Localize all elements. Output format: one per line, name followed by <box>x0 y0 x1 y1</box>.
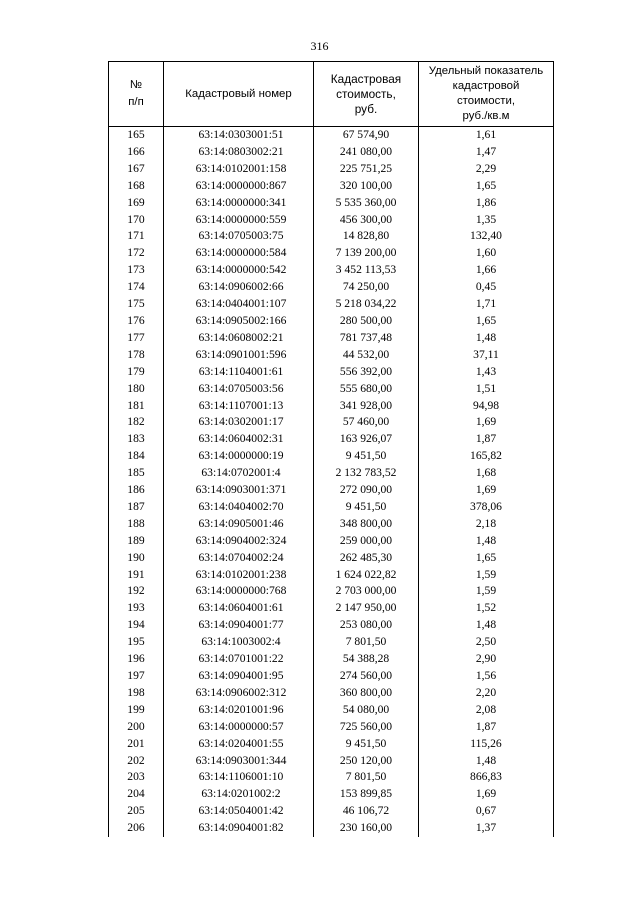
cell-cadastral-cost: 54 388,28 <box>314 651 419 668</box>
cell-cadastral-cost: 456 300,00 <box>314 212 419 229</box>
cell-specific-indicator: 378,06 <box>419 499 554 516</box>
cell-specific-indicator: 0,45 <box>419 279 554 296</box>
cell-cadastral-number: 63:14:0000000:584 <box>164 245 314 262</box>
header-specific-line4: руб./кв.м <box>462 110 510 122</box>
table-row <box>109 583 554 600</box>
cell-cadastral-cost: 9 451,50 <box>314 499 419 516</box>
cell-row-number: 186 <box>109 482 164 499</box>
cell-specific-indicator: 94,98 <box>419 398 554 415</box>
cell-cadastral-number: 63:14:0604001:61 <box>164 600 314 617</box>
cell-cadastral-cost: 320 100,00 <box>314 178 419 195</box>
table-row <box>109 516 554 533</box>
cell-cadastral-number: 63:14:0904001:77 <box>164 617 314 634</box>
cell-cadastral-cost: 1 624 022,82 <box>314 567 419 584</box>
table-row <box>109 313 554 330</box>
cell-cadastral-cost: 7 801,50 <box>314 769 419 786</box>
table-row <box>109 431 554 448</box>
cell-specific-indicator: 1,52 <box>419 600 554 617</box>
table-row <box>109 245 554 262</box>
table-row <box>109 228 554 245</box>
cell-cadastral-cost: 2 147 950,00 <box>314 600 419 617</box>
cell-row-number: 173 <box>109 262 164 279</box>
cell-cadastral-cost: 348 800,00 <box>314 516 419 533</box>
cell-cadastral-cost: 67 574,90 <box>314 127 419 144</box>
cell-row-number: 185 <box>109 465 164 482</box>
cell-row-number: 175 <box>109 296 164 313</box>
cell-row-number: 203 <box>109 769 164 786</box>
cell-cadastral-number: 63:14:0702001:4 <box>164 465 314 482</box>
cell-cadastral-cost: 2 703 000,00 <box>314 583 419 600</box>
cell-cadastral-number: 63:14:0904002:324 <box>164 533 314 550</box>
table-body <box>109 127 554 838</box>
header-specific-line3: стоимости, <box>456 95 516 107</box>
cell-row-number: 170 <box>109 212 164 229</box>
cell-specific-indicator: 2,18 <box>419 516 554 533</box>
cell-row-number: 202 <box>109 753 164 770</box>
cell-cadastral-number: 63:14:0102001:238 <box>164 567 314 584</box>
table-row <box>109 212 554 229</box>
cell-row-number: 188 <box>109 516 164 533</box>
cell-row-number: 181 <box>109 398 164 415</box>
cell-specific-indicator: 1,86 <box>419 195 554 212</box>
cell-row-number: 199 <box>109 702 164 719</box>
table-row <box>109 820 554 837</box>
cell-specific-indicator: 1,59 <box>419 567 554 584</box>
cell-row-number: 165 <box>109 127 164 144</box>
cell-cadastral-number: 63:14:0000000:341 <box>164 195 314 212</box>
table-row <box>109 448 554 465</box>
cell-cadastral-cost: 250 120,00 <box>314 753 419 770</box>
cell-row-number: 193 <box>109 600 164 617</box>
cell-specific-indicator: 1,71 <box>419 296 554 313</box>
cell-specific-indicator: 2,08 <box>419 702 554 719</box>
cell-specific-indicator: 1,87 <box>419 719 554 736</box>
cell-specific-indicator: 1,48 <box>419 617 554 634</box>
table-row <box>109 769 554 786</box>
table-row <box>109 296 554 313</box>
cell-cadastral-number: 63:14:0906002:66 <box>164 279 314 296</box>
cell-cadastral-number: 63:14:0000000:19 <box>164 448 314 465</box>
cell-cadastral-number: 63:14:0000000:559 <box>164 212 314 229</box>
table-row <box>109 550 554 567</box>
cell-cadastral-number: 63:14:0404002:70 <box>164 499 314 516</box>
cell-cadastral-number: 63:14:0604002:31 <box>164 431 314 448</box>
table-row <box>109 161 554 178</box>
header-cost-line3: руб. <box>354 101 378 116</box>
page-number: 316 <box>310 39 329 53</box>
header-row-number <box>109 62 164 127</box>
table-row <box>109 617 554 634</box>
cell-row-number: 169 <box>109 195 164 212</box>
cell-cadastral-number: 63:14:0608002:21 <box>164 330 314 347</box>
cell-cadastral-cost: 7 801,50 <box>314 634 419 651</box>
cell-specific-indicator: 37,11 <box>419 347 554 364</box>
table-row <box>109 803 554 820</box>
cell-specific-indicator: 1,65 <box>419 313 554 330</box>
cell-cadastral-cost: 2 132 783,52 <box>314 465 419 482</box>
table-row <box>109 702 554 719</box>
cell-row-number: 197 <box>109 668 164 685</box>
cell-cadastral-cost: 230 160,00 <box>314 820 419 837</box>
cell-cadastral-cost: 360 800,00 <box>314 685 419 702</box>
cell-specific-indicator: 0,67 <box>419 803 554 820</box>
cell-specific-indicator: 1,48 <box>419 753 554 770</box>
table-row <box>109 364 554 381</box>
table-row <box>109 533 554 550</box>
cell-cadastral-cost: 225 751,25 <box>314 161 419 178</box>
cell-row-number: 189 <box>109 533 164 550</box>
cell-cadastral-cost: 7 139 200,00 <box>314 245 419 262</box>
cell-cadastral-number: 63:14:0000000:867 <box>164 178 314 195</box>
cell-cadastral-cost: 153 899,85 <box>314 786 419 803</box>
header-cadastral-number <box>164 62 314 127</box>
cell-cadastral-cost: 46 106,72 <box>314 803 419 820</box>
cell-cadastral-cost: 262 485,30 <box>314 550 419 567</box>
cell-cadastral-cost: 274 560,00 <box>314 668 419 685</box>
cell-row-number: 184 <box>109 448 164 465</box>
cell-specific-indicator: 2,90 <box>419 651 554 668</box>
cell-cadastral-number: 63:14:0000000:542 <box>164 262 314 279</box>
table-row <box>109 499 554 516</box>
cell-specific-indicator: 1,37 <box>419 820 554 837</box>
cell-cadastral-number: 63:14:0903001:371 <box>164 482 314 499</box>
cell-cadastral-cost: 555 680,00 <box>314 381 419 398</box>
cell-cadastral-number: 63:14:0102001:158 <box>164 161 314 178</box>
cell-specific-indicator: 1,65 <box>419 550 554 567</box>
table-row <box>109 330 554 347</box>
table-row <box>109 347 554 364</box>
cell-row-number: 166 <box>109 144 164 161</box>
cell-cadastral-number: 63:14:1104001:61 <box>164 364 314 381</box>
header-cadastral-number-label: Кадастровый номер <box>185 87 292 100</box>
table-row <box>109 786 554 803</box>
cell-specific-indicator: 1,66 <box>419 262 554 279</box>
table-row <box>109 685 554 702</box>
cell-specific-indicator: 866,83 <box>419 769 554 786</box>
cell-cadastral-number: 63:14:0303001:51 <box>164 127 314 144</box>
cell-cadastral-number: 63:14:0803002:21 <box>164 144 314 161</box>
cell-specific-indicator: 1,51 <box>419 381 554 398</box>
cell-cadastral-cost: 280 500,00 <box>314 313 419 330</box>
cell-specific-indicator: 1,69 <box>419 786 554 803</box>
cell-cadastral-number: 63:14:0901001:596 <box>164 347 314 364</box>
cell-cadastral-number: 63:14:0905002:166 <box>164 313 314 330</box>
cell-cadastral-number: 63:14:0201001:96 <box>164 702 314 719</box>
cell-cadastral-number: 63:14:0404001:107 <box>164 296 314 313</box>
cell-cadastral-cost: 163 926,07 <box>314 431 419 448</box>
cell-specific-indicator: 1,87 <box>419 431 554 448</box>
table-row <box>109 736 554 753</box>
cell-cadastral-cost: 781 737,48 <box>314 330 419 347</box>
cell-row-number: 191 <box>109 567 164 584</box>
header-specific-line1: Удельный показатель <box>428 65 544 77</box>
cell-specific-indicator: 2,29 <box>419 161 554 178</box>
cell-cadastral-cost: 9 451,50 <box>314 736 419 753</box>
cell-row-number: 171 <box>109 228 164 245</box>
header-cost-line2: стоимость, <box>336 86 396 101</box>
cell-cadastral-number: 63:14:0904001:82 <box>164 820 314 837</box>
cell-specific-indicator: 1,69 <box>419 414 554 431</box>
header-num-line2: п/п <box>128 96 144 108</box>
table-row <box>109 668 554 685</box>
header-specific-indicator <box>419 62 554 127</box>
header-specific-line2: кадастровой <box>452 80 520 92</box>
cell-specific-indicator: 1,56 <box>419 668 554 685</box>
cell-row-number: 180 <box>109 381 164 398</box>
cell-cadastral-cost: 14 828,80 <box>314 228 419 245</box>
cell-specific-indicator: 165,82 <box>419 448 554 465</box>
cell-cadastral-cost: 5 218 034,22 <box>314 296 419 313</box>
cell-row-number: 168 <box>109 178 164 195</box>
table-row <box>109 414 554 431</box>
cell-specific-indicator: 132,40 <box>419 228 554 245</box>
cell-row-number: 182 <box>109 414 164 431</box>
cell-row-number: 183 <box>109 431 164 448</box>
header-num-line1: № <box>129 79 143 91</box>
cell-cadastral-cost: 253 080,00 <box>314 617 419 634</box>
table-row <box>109 600 554 617</box>
cell-row-number: 192 <box>109 583 164 600</box>
cell-cadastral-cost: 272 090,00 <box>314 482 419 499</box>
cell-cadastral-cost: 57 460,00 <box>314 414 419 431</box>
table-row <box>109 381 554 398</box>
cell-specific-indicator: 1,48 <box>419 330 554 347</box>
table-row <box>109 753 554 770</box>
table-header-row <box>109 62 554 127</box>
cell-cadastral-cost: 74 250,00 <box>314 279 419 296</box>
cell-specific-indicator: 1,65 <box>419 178 554 195</box>
cell-cadastral-number: 63:14:0504001:42 <box>164 803 314 820</box>
cell-row-number: 200 <box>109 719 164 736</box>
cell-cadastral-number: 63:14:0705003:56 <box>164 381 314 398</box>
table-row <box>109 262 554 279</box>
cell-row-number: 172 <box>109 245 164 262</box>
cell-cadastral-cost: 556 392,00 <box>314 364 419 381</box>
cell-cadastral-cost: 259 000,00 <box>314 533 419 550</box>
table-row <box>109 279 554 296</box>
cell-row-number: 205 <box>109 803 164 820</box>
cell-cadastral-number: 63:14:0000000:57 <box>164 719 314 736</box>
cell-specific-indicator: 1,68 <box>419 465 554 482</box>
cell-row-number: 179 <box>109 364 164 381</box>
cell-cadastral-number: 63:14:1106001:10 <box>164 769 314 786</box>
cell-cadastral-number: 63:14:0705003:75 <box>164 228 314 245</box>
table-row <box>109 398 554 415</box>
header-cadastral-cost <box>314 62 419 127</box>
table-row <box>109 195 554 212</box>
table-row <box>109 144 554 161</box>
cell-row-number: 204 <box>109 786 164 803</box>
cell-cadastral-number: 63:14:0204001:55 <box>164 736 314 753</box>
table-row <box>109 719 554 736</box>
cell-cadastral-number: 63:14:0904001:95 <box>164 668 314 685</box>
cell-cadastral-cost: 725 560,00 <box>314 719 419 736</box>
header-cost-line1: Кадастровая <box>330 71 402 86</box>
cell-row-number: 177 <box>109 330 164 347</box>
cell-row-number: 187 <box>109 499 164 516</box>
cell-cadastral-number: 63:14:0701001:22 <box>164 651 314 668</box>
cell-specific-indicator: 2,50 <box>419 634 554 651</box>
cell-cadastral-cost: 44 532,00 <box>314 347 419 364</box>
cell-cadastral-cost: 5 535 360,00 <box>314 195 419 212</box>
cell-specific-indicator: 1,48 <box>419 533 554 550</box>
cell-row-number: 174 <box>109 279 164 296</box>
cell-row-number: 178 <box>109 347 164 364</box>
table-row <box>109 178 554 195</box>
cell-specific-indicator: 1,47 <box>419 144 554 161</box>
cell-cadastral-number: 63:14:0000000:768 <box>164 583 314 600</box>
cell-row-number: 201 <box>109 736 164 753</box>
cell-cadastral-number: 63:14:0704002:24 <box>164 550 314 567</box>
cell-specific-indicator: 2,20 <box>419 685 554 702</box>
table-row <box>109 634 554 651</box>
cell-cadastral-number: 63:14:0201002:2 <box>164 786 314 803</box>
cell-cadastral-cost: 54 080,00 <box>314 702 419 719</box>
cell-cadastral-number: 63:14:0906002:312 <box>164 685 314 702</box>
cell-row-number: 206 <box>109 820 164 837</box>
cell-cadastral-number: 63:14:1107001:13 <box>164 398 314 415</box>
cell-cadastral-number: 63:14:0903001:344 <box>164 753 314 770</box>
cell-row-number: 167 <box>109 161 164 178</box>
cell-row-number: 176 <box>109 313 164 330</box>
cell-cadastral-number: 63:14:0302001:17 <box>164 414 314 431</box>
cell-row-number: 190 <box>109 550 164 567</box>
table-row <box>109 651 554 668</box>
table-row <box>109 127 554 144</box>
cell-specific-indicator: 1,59 <box>419 583 554 600</box>
cell-cadastral-number: 63:14:1003002:4 <box>164 634 314 651</box>
cell-specific-indicator: 1,69 <box>419 482 554 499</box>
cell-cadastral-cost: 341 928,00 <box>314 398 419 415</box>
table-row <box>109 465 554 482</box>
table-row <box>109 567 554 584</box>
cell-row-number: 194 <box>109 617 164 634</box>
cell-specific-indicator: 1,43 <box>419 364 554 381</box>
cell-row-number: 196 <box>109 651 164 668</box>
cell-specific-indicator: 115,26 <box>419 736 554 753</box>
table-row <box>109 482 554 499</box>
cadastral-value-table <box>108 61 554 837</box>
cell-row-number: 198 <box>109 685 164 702</box>
cell-specific-indicator: 1,60 <box>419 245 554 262</box>
cell-row-number: 195 <box>109 634 164 651</box>
cell-cadastral-number: 63:14:0905001:46 <box>164 516 314 533</box>
cell-specific-indicator: 1,61 <box>419 127 554 144</box>
cell-specific-indicator: 1,35 <box>419 212 554 229</box>
cell-cadastral-cost: 241 080,00 <box>314 144 419 161</box>
cell-cadastral-cost: 9 451,50 <box>314 448 419 465</box>
cell-cadastral-cost: 3 452 113,53 <box>314 262 419 279</box>
